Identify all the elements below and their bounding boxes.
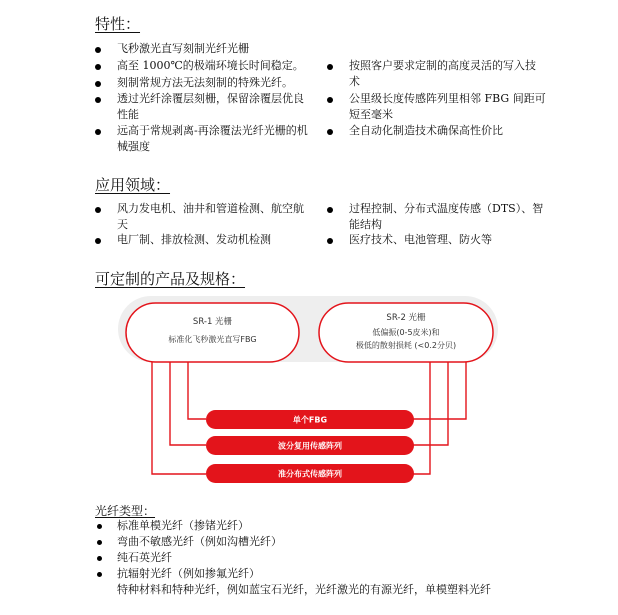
bullet — [97, 540, 102, 545]
list-item: 标准单模光纤（掺锗光纤） — [117, 519, 249, 532]
list-item-continuation: 性能 — [117, 108, 139, 121]
bar-single-fbg-label: 单个FBG — [292, 415, 328, 425]
bullet — [97, 572, 102, 577]
list-item: 远高于常规剥离-再涂覆法光纤光栅的机 — [117, 124, 308, 137]
list-item: 飞秒激光直写刻制光纤光栅 — [117, 42, 249, 55]
features-heading: 特性： — [95, 15, 141, 33]
list-item: 医疗技术、电池管理、防火等 — [349, 233, 492, 246]
sr2-line1: 低偏振(0-5皮米)和 — [372, 328, 440, 337]
list-item: 纯石英光纤 — [117, 551, 172, 564]
bar-distributed-array-label: 准分布式传感阵列 — [278, 469, 342, 479]
list-item: 弯曲不敏感光纤（例如沟槽光纤） — [117, 535, 282, 548]
list-item-continuation: 特种材料和特种光纤，例如蓝宝石光纤，光纤激光的有源光纤，单模塑料光纤 — [117, 583, 491, 596]
list-item: 高至 1000℃的极端环境长时间稳定。 — [117, 59, 304, 72]
list-item: 电厂制、排放检测、发动机检测 — [117, 233, 271, 246]
sr1-title: SR-1 光栅 — [192, 317, 233, 327]
list-item: 透过光纤涂覆层刻栅，保留涂覆层优良 — [117, 92, 304, 105]
fiber-types-heading: 光纤类型： — [95, 504, 156, 518]
sr2-title: SR-2 光栅 — [386, 313, 426, 323]
list-item-continuation: 天 — [117, 218, 128, 231]
list-item: 风力发电机、油井和管道检测、航空航 — [117, 202, 304, 215]
list-item-continuation: 能结构 — [349, 218, 382, 231]
sr1-pill — [126, 303, 299, 362]
list-item: 按照客户要求定制的高度灵活的写入技 — [349, 59, 536, 72]
list-item: 刻制常规方法无法刻制的特殊光纤。 — [117, 76, 293, 89]
list-item: 全自动化制造技术确保高性价比 — [349, 124, 503, 137]
list-item: 公里级长度传感阵列里相邻 FBG 间距可 — [349, 92, 546, 105]
list-item: 过程控制、分布式温度传感（DTS）、智 — [349, 202, 544, 215]
list-item-continuation: 短至毫米 — [349, 108, 393, 121]
sr2-connectors — [412, 362, 466, 474]
sr1-description: 标准化飞秒激光直写FBG — [168, 335, 257, 344]
bullet — [97, 524, 102, 529]
sr1-connectors — [152, 362, 206, 474]
products-heading: 可定制的产品及规格： — [95, 270, 246, 288]
list-item-continuation: 术 — [349, 75, 360, 88]
applications-heading: 应用领域： — [95, 176, 171, 194]
list-item: 抗辐射光纤（例如掺氟光纤） — [117, 567, 260, 580]
list-item-continuation: 械强度 — [117, 140, 150, 153]
bar-wdm-array-label: 波分复用传感阵列 — [278, 441, 342, 451]
sr2-line2: 极低的散射损耗 (<0.2分贝) — [355, 341, 457, 350]
bullet — [97, 556, 102, 561]
